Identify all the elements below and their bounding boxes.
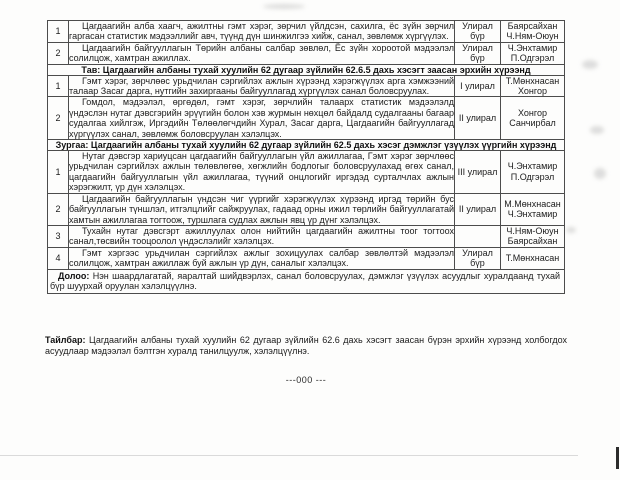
activity-cell: Нутаг дэвсгэр хариуцсан цагдаагийн байгууллагын үйл ажиллагаа, Гэмт хэрэг зөрчлөөс урьдчилан сэргийлэх ажлын төлөвлөгөө, хөгжлийн бодлогыг боловсруулахад өгөх санал, цагдаагийн байгууллагын үйл ажиллагаа, түүний онцлогийг иргэдэд сурталчлах ажлын хэрэгжилт, үр дүн хэлэлцэх. xyxy=(69,151,454,193)
scan-edge-mark xyxy=(616,447,619,469)
row-number: 1 xyxy=(48,21,69,43)
quarter-cell xyxy=(455,225,501,247)
activity-cell: Цагдаагийн байгууллагын Төрийн албаны салбар зөвлөл, Ёс зүйн хороотой мэдээлэл солилцож, хамтран ажиллах. xyxy=(69,42,454,64)
footnote-label: Тайлбар: xyxy=(45,335,86,345)
scan-artifact xyxy=(263,4,305,9)
table-row xyxy=(48,97,565,140)
quarter-cell: Улирал бүр xyxy=(455,247,501,269)
row-number: 1 xyxy=(48,151,69,194)
section-seven-row xyxy=(48,269,565,294)
row-number: 2 xyxy=(48,193,69,225)
responsible-cell: Т.Мөнхнасан xyxy=(501,247,565,269)
row-number: 2 xyxy=(48,97,69,140)
table-row xyxy=(48,225,565,247)
footnote: Тайлбар: Цагдаагийн албаны тухай хуулийн 62 дугаар зүйлийн 62.6 дахь хэсэгт заасан бүрэн эрхийн хүрээнд холбогдох асуудлаар мэдээлэл бэлтгэн хуралд танилцуулж, хэлэлцүүлнэ. xyxy=(45,335,567,356)
responsible-cell: М.Мөнхнасан Ч.Энхтамир xyxy=(501,193,565,225)
row-number: 4 xyxy=(48,247,69,269)
scan-edge-line xyxy=(0,455,578,456)
quarter-cell: Улирал бүр xyxy=(455,42,501,64)
section-six-header-row xyxy=(48,140,565,151)
table-row xyxy=(48,247,565,269)
row-number: 3 xyxy=(48,225,69,247)
quarter-cell: II улирал xyxy=(455,97,501,140)
table-row xyxy=(48,21,565,43)
quarter-cell: II улирал xyxy=(455,193,501,225)
table-row xyxy=(48,75,565,97)
activity-cell: Цагдаагийн байгууллагын үндсэн чиг үүргийг хэрэгжүүлэх хүрээнд иргэд төрийн бус байгууллагын түншлэл, итгэлцлийг сайжруулах, гадаад орны ижил төрлийн байгууллагатай хамтын ажиллагаа тогтоож, туршлага судлах ажлын явц үр дүнг хэлэлцэх. xyxy=(69,193,454,225)
closing-note-label: Долоо: xyxy=(58,270,90,281)
responsible-cell: Ч.Энхтамир П.Одгэрэл xyxy=(501,42,565,64)
activity-cell: Тухайн нутаг дэвсгэрт ажиллуулах олон нийтийн цагдаагийн ажилтны тоог тогтоох санал,төсвийн тооцоолол үндэслэлийг хэлэлцэх. xyxy=(69,225,454,247)
quarter-cell: III улирал xyxy=(455,151,501,194)
table-row xyxy=(48,193,565,225)
quarter-cell: Улирал бүр xyxy=(455,21,501,43)
closing-note-text: Долоо: Нэн шаардлагатай, яаралтай шийдвэрлэх, санал боловсруулах, дэмжлэг үзүүлэх асуудлыг хуралдаанд тухай бүр шуурхай оруулан хэлэлцүүлнэ. xyxy=(50,270,560,291)
scan-artifact xyxy=(582,60,598,69)
row-number: 1 xyxy=(48,75,69,97)
activity-cell: Гомдол, мэдээлэл, өргөдөл, гэмт хэрэг, зөрчлийн талаарх статистик мэдээлэлд үндэслэн нутаг дэвсгэрийн эрүүгийн болон хэв журмын нөхцөл байдалд судалгааны багаар судалгаа хийлгэж, Иргэдийн Төлөөлөгчдийн Хурал, Засаг дарга, Цагдаагийн байгууллагад хүргүүлэх санал, зөвлөмж боловсруулан хэлэлцэх. xyxy=(69,97,454,139)
row-number: 2 xyxy=(48,42,69,64)
responsible-cell: Т.Мөнхнасан Хонгор xyxy=(501,75,565,97)
table-row xyxy=(48,42,565,64)
scan-artifact xyxy=(594,168,606,179)
quarter-cell: I улирал xyxy=(455,75,501,97)
work-plan-table xyxy=(47,20,565,294)
responsible-cell: Ч.Энхтамир П.Одгэрэл xyxy=(501,151,565,194)
section-six-header: Зургаа: Цагдаагийн албаны тухай хуулийн 62 дугаар зүйлийн 62.5 дахь хэсэг дэмжлэг үзүүлэх үүргийн хүрээнд xyxy=(48,140,565,151)
closing-note-cell xyxy=(48,269,565,294)
responsible-cell: Хонгор Санчирбал xyxy=(501,97,565,140)
scan-artifact xyxy=(590,126,604,134)
end-separator: ---000 --- xyxy=(285,375,327,385)
activity-cell: Цагдаагийн алба хаагч, ажилтны гэмт хэрэг, зөрчил үйлдсэн, сахилга, ёс зүйн зөрчил гаргасан статистик мэдээллийг авч, түүнд дүн шинжилгээ хийж, санал, зөвлөмж хүргүүлэх. xyxy=(69,21,454,42)
table-row xyxy=(48,151,565,194)
section-five-header: Тав: Цагдаагийн албаны тухай хуулийн 62 дугаар зүйлийн 62.6.5 дахь хэсэгт заасан эрхийн хүрээнд xyxy=(48,64,565,75)
scan-artifact xyxy=(566,227,576,233)
responsible-cell: Ч.Ням-Оюун Баярсайхан xyxy=(501,225,565,247)
activity-cell: Гэмт хэрэг, зөрчлөөс урьдчилан сэргийлэх ажлын хүрээнд хэрэгжүүлэх арга хэмжээний талаар Засаг дарга, нутгийн захиргааны байгууллагад хүргүүлэх санал боловсруулах. xyxy=(69,75,454,97)
responsible-cell: Баярсайхан Ч.Ням-Оюун xyxy=(501,21,565,43)
section-five-header-row xyxy=(48,64,565,75)
activity-cell: Гэмт хэргээс урьдчилан сэргийлэх ажлыг зохицуулах салбар зөвлөлтэй мэдээлэл солилцож, хамтран ажиллаж буй ажлын үр дүн, саналыг хэлэлцэх. xyxy=(69,247,454,269)
